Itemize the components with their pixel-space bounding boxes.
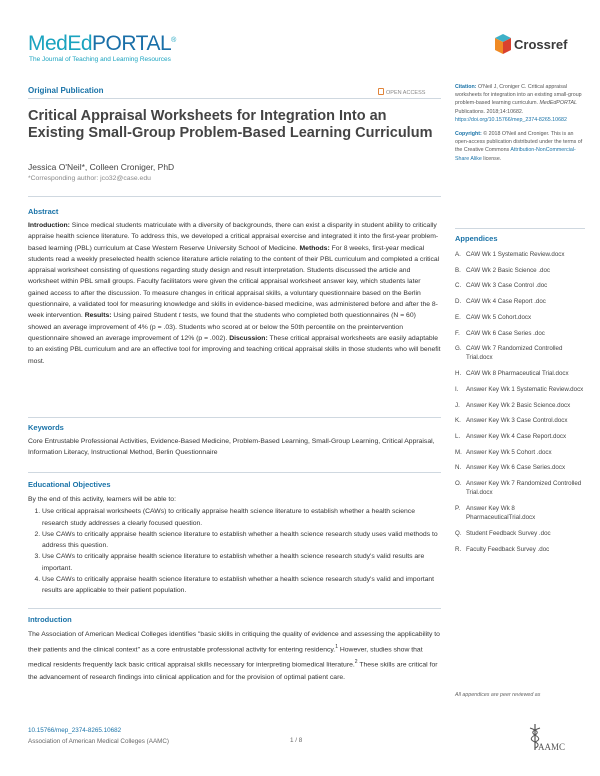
citation-ref[interactable]: 2 — [354, 659, 358, 666]
journal-logo[interactable] — [28, 32, 176, 56]
appendix-link[interactable]: G. CAW Wk 7 Randomized Controlled Trial.docx — [455, 345, 563, 362]
objective-item: 1. Use critical appraisal worksheets (CAWs) to critically appraise health science literature to establish whether a health science research study addresses a clearly focused question. — [42, 506, 441, 529]
appendices-list — [455, 250, 585, 560]
keywords-heading: Keywords — [28, 423, 64, 432]
divider — [28, 417, 441, 418]
aamc-logo — [528, 722, 576, 756]
appendix-link[interactable]: D. CAW Wk 4 Case Report .doc — [455, 298, 546, 306]
article-type: Original Publication — [28, 86, 104, 95]
objectives-lead: By the end of this activity, learners will be able to: — [28, 496, 176, 503]
crossref-mark-icon — [495, 34, 511, 54]
citation-block: Citation: O'Neil J, Croniger C. Critical appraisal worksheets for integration into an existing small-group problem-based learning curriculum. MedEdPORTAL Publications. 2018;14:10682. https://doi.org/10.15766/mep_2374-8265.10682 Copyright: © 2018 O'Neil and Croniger. This is an open-access publication distributed under the terms of the Creative Commons Attribution-NonCommercial-Share Alike license. — [455, 84, 583, 162]
abstract-intro-text: Since medical students matriculate with a diversity of backgrounds, there can exist a disparity in student ability to critically appraise health science literature. To address this, we developed a critical appraisal exercise and integrated it into the first-year problem-based learning (PBL) curriculum at Case Western Reserve University School of Medicine. — [28, 222, 439, 252]
footer-doi-link[interactable]: 10.15766/mep_2374-8265.10682 — [28, 727, 122, 734]
appendix-link[interactable]: B. CAW Wk 2 Basic Science .doc — [455, 266, 551, 274]
open-access-badge: OPEN ACCESS — [378, 88, 425, 96]
abstract-methods-text: For 8 weeks, first-year medical students read a weekly preselected health science literature article relating to the content of their PBL curriculum and completed a critical appraisal worksheet consisting of questions regarding study design and result interpretation. Students discussed the article and worksheet within PBL small groups. Faculty facilitators were given the critical appraisal worksheet answer key, which students later gained access to after the discussion. To measure changes in critical appraisal skills, a voluntary questionnaire based on the Berlin questionnaire, a validated tool for measuring knowledge and skills in evidence-based medicine, was administered before and after the 8-week intervention. — [28, 244, 440, 320]
objectives-block — [28, 494, 441, 597]
appendix-link[interactable]: P. Answer Key Wk 8 PharmaceuticalTrial.docx — [455, 504, 536, 522]
citation-ref[interactable]: 1 — [335, 644, 338, 650]
introduction-heading: Introduction — [28, 615, 72, 624]
abstract-discussion-text: These critical appraisal worksheets are easily adaptable to an existing PBL curriculum and are an effective tool for improving and teaching critical appraisal skills in those students who will benefit most. — [28, 334, 441, 365]
peer-review-note: All appendices are peer reviewed as — [455, 692, 541, 698]
appendix-link[interactable]: N. Answer Key Wk 6 Case Series.docx — [455, 464, 566, 472]
divider — [28, 196, 441, 197]
appendix-link[interactable]: C. CAW Wk 3 Case Control .doc — [455, 282, 548, 290]
appendix-link[interactable]: R. Faculty Feedback Survey .doc — [455, 545, 550, 553]
abstract-results-t: t — [178, 312, 181, 320]
objective-item: 4. Use CAWs to critically appraise health science literature to establish whether a health science research study's valid and important results are applicable to their patient population. — [42, 574, 441, 597]
appendix-link[interactable]: I. Answer Key Wk 1 Systematic Review.docx — [455, 385, 584, 393]
divider — [28, 608, 441, 609]
introduction-body: The Association of American Medical Colleges identifies "basic skills in critiquing the quality of evidence and assessing the applicability to their patients and the clinical context" as a core entrustable professional activity for entering residency.$^1$ However, studies show that medical residents frequently lack basic critical appraisal skills necessary for interpreting biomedical literature.$^2$ These skills are critical for the advancement of research findings into clinical application and for the provision of optimal patient care. — [28, 631, 440, 681]
appendix-link[interactable]: M. Answer Key Wk 5 Cohort .docx — [455, 448, 552, 456]
appendix-link[interactable]: A. CAW Wk 1 Systematic Review.docx — [455, 251, 565, 258]
divider — [28, 472, 441, 473]
abstract-results-label: Results: — [84, 312, 112, 320]
appendix-link[interactable]: K. Answer Key Wk 3 Case Control.docx — [455, 417, 568, 425]
logo-part-a: MedEd — [28, 32, 93, 55]
logo-registered-mark: ® — [171, 37, 176, 44]
lock-icon — [378, 88, 384, 95]
appendix-link[interactable]: F. CAW Wk 6 Case Series .doc — [455, 329, 545, 337]
objective-item: 2. Use CAWs to critically appraise health science literature to establish whether a health science research study uses valid methods to address this question. — [42, 529, 441, 552]
aamc-label: AAMC — [538, 742, 566, 752]
crossref-badge[interactable] — [495, 32, 575, 56]
doi-link[interactable]: https://doi.org/10.15766/mep_2374-8265.10682 — [455, 116, 567, 123]
appendix-link[interactable]: H. CAW Wk 8 Pharmaceutical Trial.docx — [455, 370, 569, 378]
license-link[interactable]: Attribution-NonCommercial-Share Alike — [455, 147, 576, 162]
divider — [455, 228, 585, 229]
keywords-list: Core Entrustable Professional Activities, Evidence-Based Medicine, Problem-Based Learning, Small-Group Learning, Critical Appraisal, Information Literacy, Instructional Method, Berlin Questionnaire — [28, 438, 435, 457]
abstract-results-text-2: tests, we found that the students who completed both questionnaires (N = 60) showed an average improvement of 4% (p = .03). Students who scored at or below the 50th percentile on the preintervention questionnaire showed an average improvement of 12% (p = .002). — [28, 312, 416, 342]
abstract-body — [28, 220, 441, 367]
objectives-list — [28, 506, 441, 596]
page-number: 1 / 8 — [290, 737, 303, 744]
journal-tagline: The Journal of Teaching and Learning Resources — [29, 56, 171, 63]
logo-part-b: PORTAL — [92, 32, 172, 55]
abstract-heading: Abstract — [28, 207, 59, 216]
divider — [28, 98, 441, 99]
appendix-link[interactable]: J. Answer Key Wk 2 Basic Science.docx — [455, 401, 571, 409]
crossref-label: Crossref — [514, 37, 568, 52]
abstract-results-text: Using paired Student — [113, 312, 177, 320]
article-authors: Jessica O'Neil*, Colleen Croniger, PhD — [28, 162, 175, 172]
appendix-link[interactable]: E. CAW Wk 5 Cohort.docx — [455, 313, 532, 321]
appendix-link[interactable]: O. Answer Key Wk 7 Randomized Controlled Trial.docx — [455, 480, 582, 497]
abstract-intro-label: Introduction: — [28, 222, 70, 229]
appendices-heading: Appendices — [455, 234, 498, 243]
abstract-methods-label: Methods: — [299, 244, 330, 252]
objective-item: 3. Use CAWs to critically appraise health science literature to establish whether a health science research study's valid results are important. — [42, 551, 441, 574]
appendix-link[interactable]: Q. Student Feedback Survey .doc — [455, 529, 551, 537]
objectives-heading: Educational Objectives — [28, 480, 111, 489]
footer-publisher: Association of American Medical Colleges (AAMC) — [28, 738, 170, 745]
abstract-discussion-label: Discussion: — [229, 334, 268, 342]
article-title: Critical Appraisal Worksheets for Integration Into an Existing Small-Group Problem-Based Learning Curriculum — [28, 108, 433, 141]
corresponding-author: *Corresponding author: jco32@case.edu — [28, 175, 151, 182]
appendix-link[interactable]: L. Answer Key Wk 4 Case Report.docx — [455, 432, 567, 440]
